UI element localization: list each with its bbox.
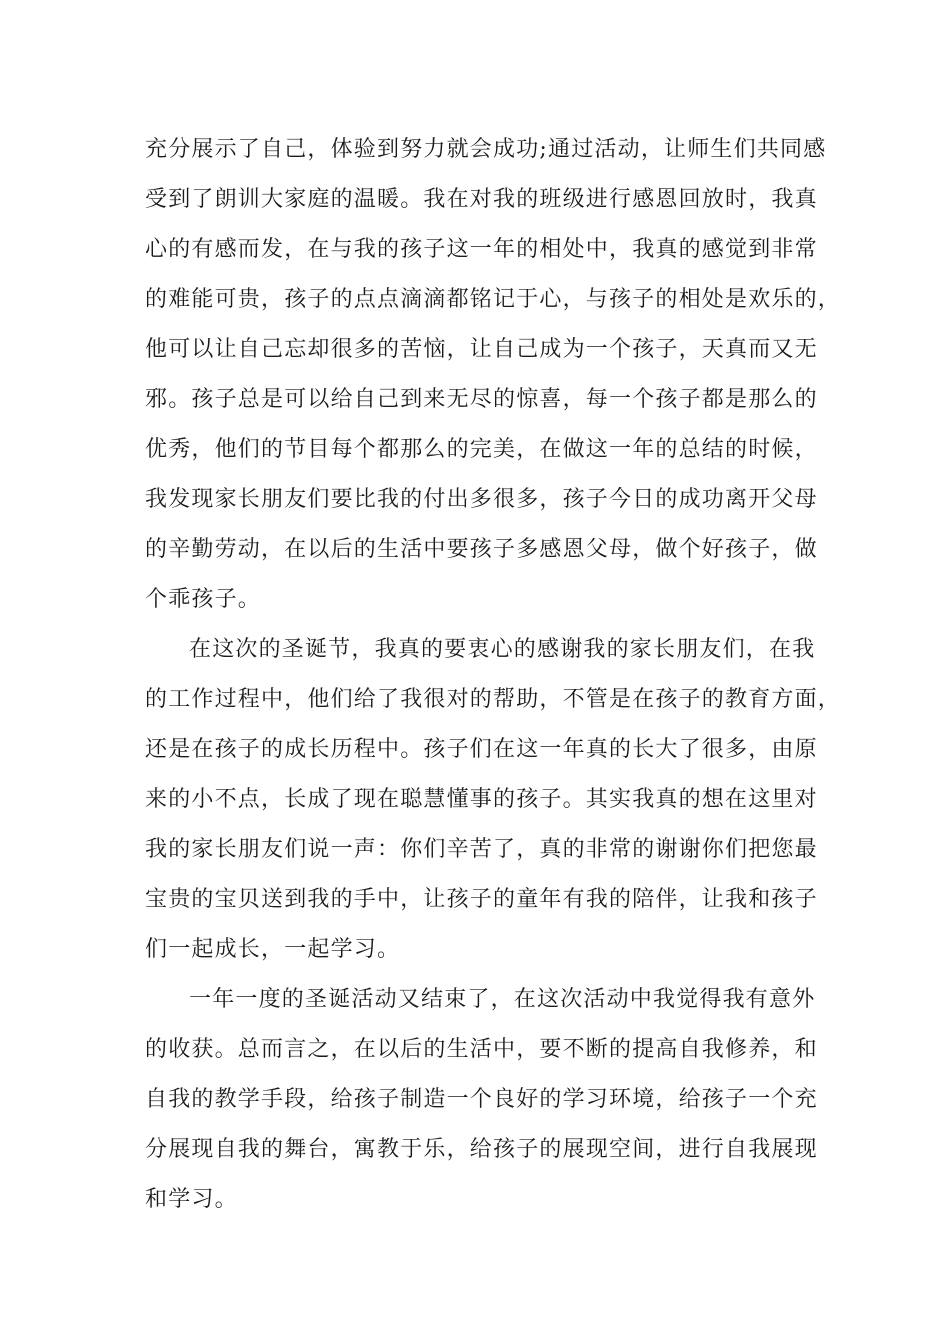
text-line: 和学习。 xyxy=(145,1187,238,1212)
text-line: 个乖孩子。 xyxy=(145,587,262,612)
text-line: 在这次的圣诞节，我真的要衷心的感谢我的家长朋友们，在我 xyxy=(189,637,816,662)
text-line: 一年一度的圣诞活动又结束了，在这次活动中我觉得我有意外 xyxy=(189,987,816,1012)
text-line: 心的有感而发，在与我的孩子这一年的相处中，我真的感觉到非常 xyxy=(145,237,818,262)
text-line: 的难能可贵，孩子的点点滴滴都铭记于心，与孩子的相处是欢乐的， xyxy=(145,287,842,312)
text-line: 邪。孩子总是可以给自己到来无尽的惊喜，每一个孩子都是那么的 xyxy=(145,387,818,412)
document-body xyxy=(145,125,842,1225)
text-line: 的收获。总而言之，在以后的生活中，要不断的提高自我修养，和 xyxy=(145,1037,818,1062)
text-line: 我发现家长朋友们要比我的付出多很多，孩子今日的成功离开父母 xyxy=(145,487,818,512)
text-line: 我的家长朋友们说一声：你们辛苦了，真的非常的谢谢你们把您最 xyxy=(145,837,818,862)
paragraph-2 xyxy=(145,625,842,975)
paragraph-3 xyxy=(145,975,825,1225)
text-line: 的辛勤劳动，在以后的生活中要孩子多感恩父母，做个好孩子，做 xyxy=(145,537,818,562)
text-line: 他可以让自己忘却很多的苦恼，让自己成为一个孩子，天真而又无 xyxy=(145,337,818,362)
text-line: 受到了朗训大家庭的温暖。我在对我的班级进行感恩回放时，我真 xyxy=(145,187,818,212)
text-line: 充分展示了自己，体验到努力就会成功;通过活动，让师生们共同感 xyxy=(145,137,827,162)
text-line: 宝贵的宝贝送到我的手中，让孩子的童年有我的陪伴，让我和孩子 xyxy=(145,887,818,912)
text-line: 优秀，他们的节目每个都那么的完美，在做这一年的总结的时候， xyxy=(145,437,818,462)
paragraph-1 xyxy=(145,125,842,625)
text-line: 来的小不点，长成了现在聪慧懂事的孩子。其实我真的想在这里对 xyxy=(145,787,818,812)
text-line: 的工作过程中，他们给了我很对的帮助，不管是在孩子的教育方面， xyxy=(145,687,842,712)
text-line: 还是在孩子的成长历程中。孩子们在这一年真的长大了很多，由原 xyxy=(145,737,818,762)
text-line: 们一起成长，一起学习。 xyxy=(145,937,401,962)
text-line: 自我的教学手段，给孩子制造一个良好的学习环境，给孩子一个充 xyxy=(145,1087,818,1112)
text-line: 分展现自我的舞台，寓教于乐，给孩子的展现空间，进行自我展现 xyxy=(145,1137,818,1162)
